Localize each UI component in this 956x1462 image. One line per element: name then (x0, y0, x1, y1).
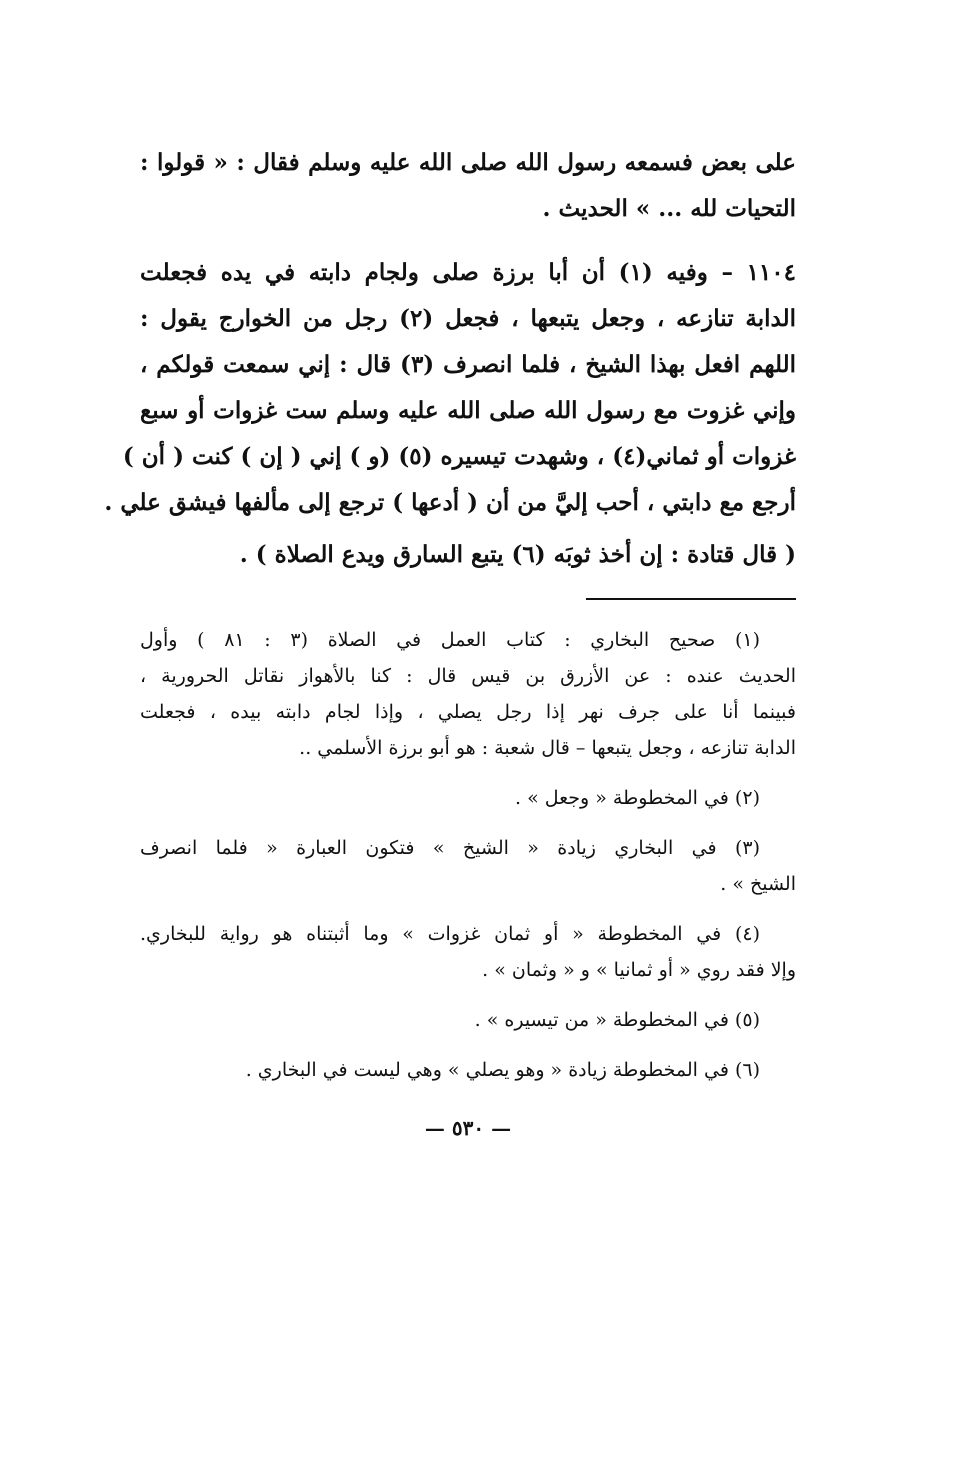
footnote-2: (٢) في المخطوطة « وجعل » . (514, 787, 760, 809)
footnote-3-line-2: الشيخ » . (720, 873, 796, 895)
footnote-3-line-1: (٣) في البخاري زيادة « الشيخ » فتكون العبارة « فلما انصرف (140, 837, 760, 859)
hadith-line-4: وإني غزوت مع رسول الله صلى الله عليه وسلم ست غزوات أو سبع (140, 397, 796, 424)
footnote-5: (٥) في المخطوطة « من تيسيره » . (474, 1009, 760, 1031)
hadith-line-1: ١١٠٤ – وفيه (١) أن أبا برزة صلى ولجام دابته في يده فجعلت (140, 259, 796, 286)
qatada-line: ( قال قتادة : إن أخذ ثوبَه (٦) يتبع السارق ويدع الصلاة ) . (239, 541, 796, 568)
footnote-1-line-1: (١) صحيح البخاري : كتاب العمل في الصلاة (٣ : ٨١ ) وأول (140, 629, 760, 651)
footnote-4-line-1: (٤) في المخطوطة « أو ثمان غزوات » وما أثبتناه هو رواية للبخاري. (140, 923, 760, 945)
page-number: — ٥٣٠ — (424, 1116, 512, 1140)
hadith-line-3: اللهم افعل بهذا الشيخ ، فلما انصرف (٣) قال : إني سمعت قولكم ، (140, 351, 796, 378)
footnote-6: (٦) في المخطوطة زيادة « وهو يصلي » وهي ليست في البخاري . (245, 1059, 760, 1081)
intro-line-1: على بعض فسمعه رسول الله صلى الله عليه وسلم فقال : « قولوا : (140, 149, 796, 176)
footnote-divider (586, 598, 796, 600)
footnote-4-line-2: وإلا فقد روي « أو ثمانيا » و « وثمان » . (482, 959, 796, 981)
hadith-line-5: غزوات أو ثماني(٤) ، وشهدت تيسيره (٥) (و ) إني ( إن ) كنت ( أن ) (122, 443, 796, 470)
footnote-1-line-3: فبينما أنا على جرف نهر إذا رجل يصلي ، وإذا لجام دابته بيده ، فجعلت (140, 701, 796, 723)
document-page (104, 140, 796, 1140)
intro-line-2: التحيات لله ... » الحديث . (542, 195, 796, 222)
hadith-line-2: الدابة تنازعه ، وجعل يتبعها ، فجعل (٢) رجل من الخوارج يقول : (140, 305, 796, 332)
hadith-line-6: أرجع مع دابتي ، أحب إليَّ من أن ( أدعها ) ترجع إلى مألفها فيشق علي . (104, 489, 796, 516)
footnote-1-line-2: الحديث عنده : عن الأزرق بن قيس قال : كنا بالأهواز نقاتل الحرورية ، (140, 665, 796, 687)
footnote-1-line-4: الدابة تنازعه ، وجعل يتبعها – قال شعبة : هو أبو برزة الأسلمي .. (299, 737, 796, 759)
